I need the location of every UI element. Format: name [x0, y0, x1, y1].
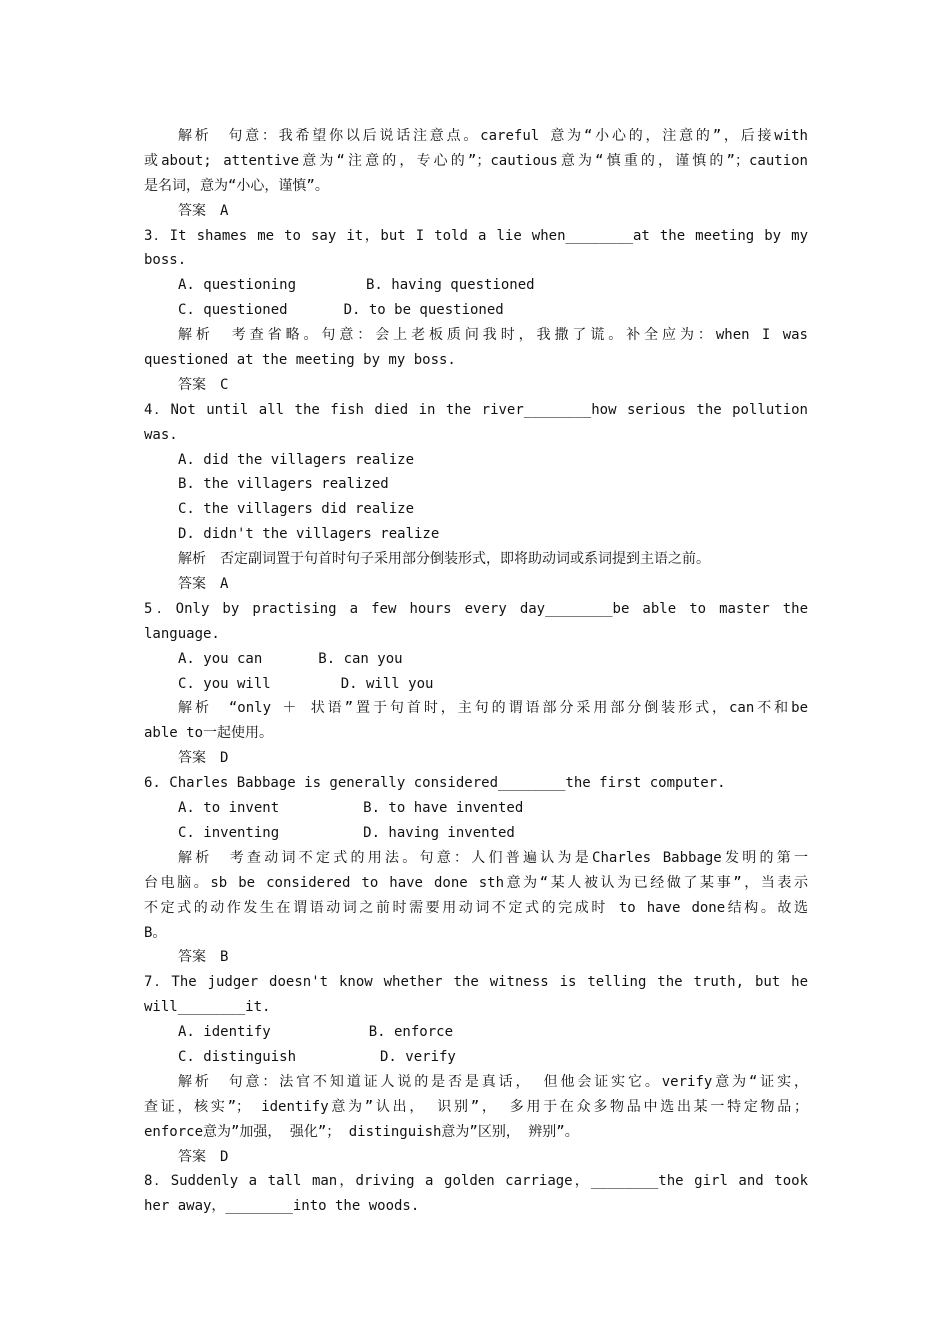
text-line: C. you will D. will you [178, 675, 434, 692]
text-line: A. to invent B. to have invented [178, 800, 524, 817]
text-line: A. questioning B. having questioned [178, 277, 535, 294]
text-line: B。 [144, 924, 167, 941]
text-line: 8．Suddenly a tall man，driving a golden carriage，________the girl and took [144, 1173, 808, 1190]
text-line: 不定式的动作发生在谓语动词之前时需要用动词不定式的完成时 to have done结构。故选 [144, 899, 808, 916]
text-line: C. distinguish D. verify [178, 1048, 456, 1065]
text-line: boss. [144, 252, 187, 269]
text-line: 答案 D [178, 1148, 229, 1165]
text-line: C. inventing D. having invented [178, 824, 515, 841]
text-line: A. identify B. enforce [178, 1024, 454, 1041]
text-line: A. did the villagers realize [178, 451, 415, 468]
text-line: was. [144, 426, 178, 443]
text-line: questioned at the meeting by my boss. [144, 352, 456, 369]
text-line: 解析 否定副词置于句首时句子采用部分倒装形式，即将助动词或系词提到主语之前。 [178, 551, 710, 568]
text-line: 答案 A [178, 202, 229, 219]
exercise-content [144, 124, 808, 1219]
text-line: 查证，核实”； identify意为”认出， 识别”， 多用于在众多物品中选出某一特定物品； [144, 1098, 808, 1115]
text-line: 解析 考查省略。句意：会上老板质问我时，我撒了谎。补全应为：when I was [178, 327, 808, 344]
text-line: 答案 B [178, 949, 229, 966]
text-line: 5．Only by practising a few hours every day________be able to master the [144, 600, 808, 617]
text-line: 解析 “only ＋ 状语”置于句首时，主句的谓语部分采用部分倒装形式，can不和be [178, 700, 808, 717]
text-line: enforce意为”加强， 强化”； distinguish意为”区别， 辨别”。 [144, 1123, 579, 1140]
text-line: A. you can B. can you [178, 650, 403, 667]
text-line: C. questioned D. to be questioned [178, 302, 504, 319]
text-line: 解析 句意：法官不知道证人说的是否是真话， 但他会证实它。verify意为“证实， [178, 1073, 808, 1090]
text-line: 解析 句意：我希望你以后说话注意点。careful 意为“小心的，注意的”，后接with [178, 128, 808, 144]
text-line: 答案 C [178, 376, 229, 393]
text-line: B. the villagers realized [178, 476, 389, 493]
text-line: 3．It shames me to say it，but I told a lie when________at the meeting by my [144, 227, 808, 244]
text-line: 解析 考查动词不定式的用法。句意：人们普遍认为是Charles Babbage发明的第一 [178, 849, 808, 866]
text-line: 答案 D [178, 750, 229, 767]
text-line: 7．The judger doesn't know whether the witness is telling the truth, but he [144, 974, 808, 991]
text-line: 答案 A [178, 576, 229, 593]
text-line: her away，________into the woods. [144, 1198, 420, 1215]
text-line: language. [144, 625, 220, 642]
text-line: 4．Not until all the fish died in the river________how serious the pollution [144, 401, 808, 418]
text-line: 台电脑。sb be considered to have done sth意为“某人被认为已经做了某事”，当表示 [144, 874, 808, 891]
text-line: will________it. [144, 999, 271, 1016]
text-line: 或about; attentive意为“注意的，专心的”；cautious意为“慎重的，谨慎的”；caution [144, 152, 808, 169]
text-line: able to一起使用。 [144, 725, 274, 742]
text-line: 6. Charles Babbage is generally considered________the first computer. [144, 775, 726, 792]
text-line: 是名词，意为“小心，谨慎”。 [144, 177, 329, 194]
text-line: C. the villagers did realize [178, 501, 415, 518]
text-line: D. didn't the villagers realize [178, 526, 440, 543]
